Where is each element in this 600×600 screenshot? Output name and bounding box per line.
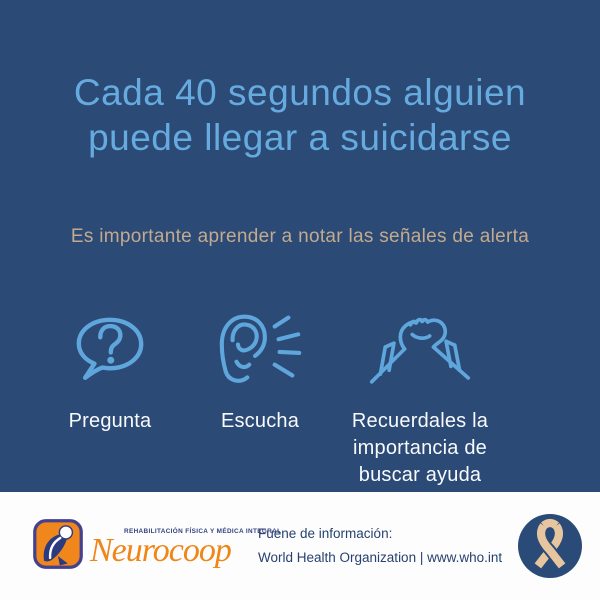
helping-hands-icon [364,306,476,392]
question-speech-bubble-icon [72,306,148,392]
poster-title-line2: puede llegar a suicidarse [88,117,512,158]
step-pregunta [35,306,185,435]
step-label: Recuerdales la importancia de buscar ayuda [351,410,489,486]
poster-subtitle: Es importante aprender a notar las señales de alerta [70,226,530,247]
step-buscar-ayuda [335,306,505,489]
step-escucha [185,306,335,435]
neurocoop-brand [32,518,282,575]
awareness-ribbon-icon [518,514,582,578]
source-value: World Health Organization | www.who.int [258,550,503,565]
brand-tagline: REHABILITACIÓN FÍSICA Y MÉDICA INTEGRAL [124,528,282,535]
neurocoop-figure-icon [32,518,84,575]
warning-steps-row [35,306,505,489]
poster-title [0,70,600,160]
brand-name: Neurocoop [90,532,231,569]
neurocoop-wordmark [90,524,282,569]
information-source [258,522,518,569]
poster-title-line1: Cada 40 segundos alguien [73,72,527,113]
step-label: Pregunta [68,410,152,432]
step-label: Escucha [220,410,300,432]
source-label: Fuene de información: [258,526,393,542]
footer-bar [0,492,600,600]
listening-ear-icon [213,306,307,392]
